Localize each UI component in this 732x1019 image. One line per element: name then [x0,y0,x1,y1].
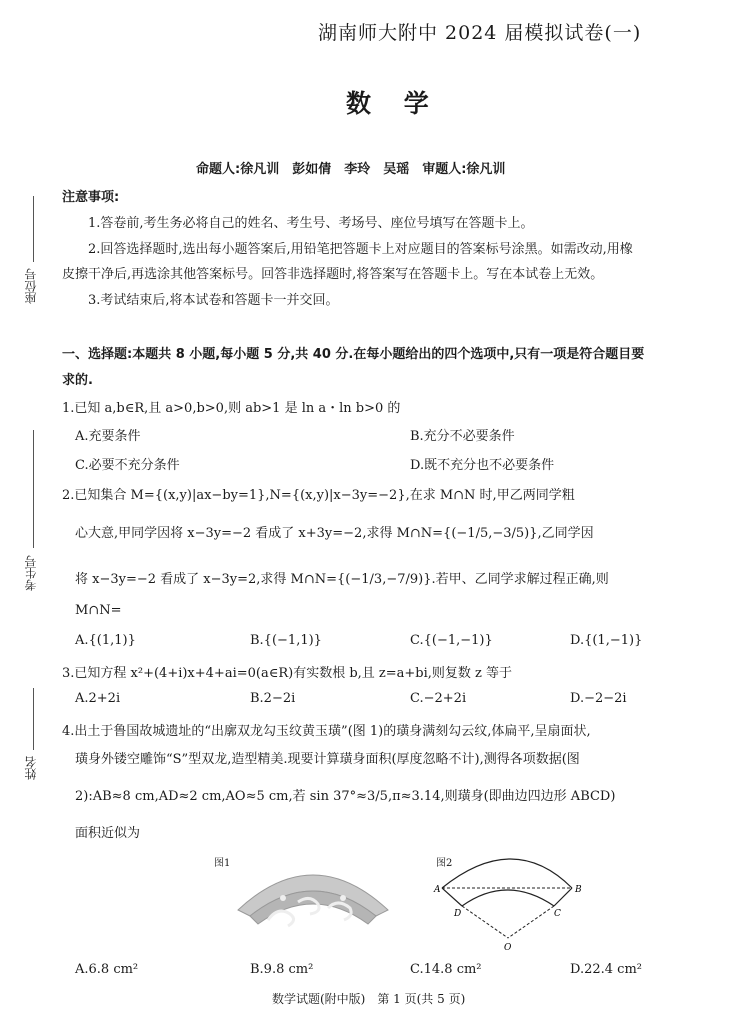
margin-label-seat: 座位号 [24,268,38,304]
q4-option-d: D.22.4 cm² [570,962,642,977]
q2-line-3: 将 x−3y=−2 看成了 x−3y=2,求得 M∩N={(−1/3,−7/9)}.若甲、乙同学求解过程正确,则 [75,572,609,587]
q2-line-1: 2.已知集合 M={(x,y)|ax−by=1},N={(x,y)|x−3y=−2},在求 M∩N 时,甲乙两同学粗 [62,488,575,503]
geometry-figure [430,850,600,955]
q4-option-c: C.14.8 cm² [410,962,482,977]
point-d: D [454,909,462,919]
q3-option-c: C.−2+2i [410,691,467,706]
fig1-label: 图1 [214,858,231,869]
exam-title: 湖南师大附中 2024 届模拟试卷(一) [318,22,642,44]
section-heading-cont: 求的. [62,373,93,388]
note-2: 2.回答选择题时,选出每小题答案后,用铅笔把答题卡上对应题目的答案标号涂黑。如需改动,用橡 [88,242,633,257]
fig2-label: 图2 [436,858,453,869]
q4-line-2: 璜身外镂空雕饰“S”型双龙,造型精美.现要计算璜身面积(厚度忽略不计),测得各项数据(图 [75,752,580,767]
q1-option-b: B.充分不必要条件 [410,429,515,444]
outer-arc [442,859,572,888]
segment-ad [442,888,462,906]
q3-option-d: D.−2−2i [570,691,627,706]
q1-option-c: C.必要不充分条件 [75,458,180,473]
note-2-cont: 皮擦干净后,再选涂其他答案标号。回答非选择题时,将答案写在答题卡上。写在本试卷上无效。 [62,267,604,282]
inner-arc [462,890,554,906]
margin-line-2 [33,430,34,548]
point-o: O [504,943,512,953]
authors-line: 命题人:徐凡训 彭如倩 李玲 吴瑶 审题人:徐凡训 [196,162,506,177]
q2-line-2: 心大意,甲同学因将 x−3y=−2 看成了 x+3y=−2,求得 M∩N={(−1/5,−3/5)},乙同学因 [75,526,594,541]
q1-option-d: D.既不充分也不必要条件 [410,458,555,473]
q2-line-4: M∩N= [75,603,122,618]
q1-stem: 1.已知 a,b∈R,且 a>0,b>0,则 ab>1 是 ln a・ln b>0 的 [62,401,401,416]
point-a: A [434,885,441,895]
q4-line-3: 2):AB≈8 cm,AD≈2 cm,AO≈5 cm,若 sin 37°≈3/5,π≈3.14,则璜身(即曲边四边形 ABCD) [75,789,616,804]
segment-do [462,906,508,938]
q3-option-b: B.2−2i [250,691,296,706]
q2-option-b: B.{(−1,1)} [250,633,322,648]
jade-pendant-figure [228,858,398,938]
page-footer: 数学试题(附中版) 第 1 页(共 5 页) [272,992,466,1006]
q4-line-4: 面积近似为 [75,826,141,841]
segment-co [508,906,554,938]
q3-option-a: A.2+2i [75,691,121,706]
q2-option-a: A.{(1,1)} [75,633,136,648]
q1-option-a: A.充要条件 [75,429,141,444]
margin-line-1 [33,196,34,262]
margin-line-3 [33,688,34,750]
margin-label-examnum: 考生号 [24,555,38,591]
point-c: C [554,909,561,919]
notes-heading: 注意事项: [62,190,120,205]
q4-option-b: B.9.8 cm² [250,962,314,977]
note-3: 3.考试结束后,将本试卷和答题卡一并交回。 [88,293,339,308]
q4-option-a: A.6.8 cm² [75,962,139,977]
margin-label-name: 姓名 [24,756,38,780]
subject-title: 数 学 [346,89,441,118]
q3-stem: 3.已知方程 x²+(4+i)x+4+ai=0(a∈R)有实数根 b,且 z=a+bi,则复数 z 等于 [62,666,513,681]
section-heading: 一、选择题:本题共 8 小题,每小题 5 分,共 40 分.在每小题给出的四个选项中,只有一项是符合题目要 [62,347,645,362]
q2-option-d: D.{(1,−1)} [570,633,643,648]
point-b: B [575,885,582,895]
q2-option-c: C.{(−1,−1)} [410,633,493,648]
segment-bc [554,888,572,906]
q4-line-1: 4.出土于鲁国故城遗址的“出廓双龙勾玉纹黄玉璜”(图 1)的璜身满刻勾云纹,体扁平,呈扇面状, [62,724,591,739]
note-1: 1.答卷前,考生务必将自己的姓名、考生号、考场号、座位号填写在答题卡上。 [88,216,534,231]
